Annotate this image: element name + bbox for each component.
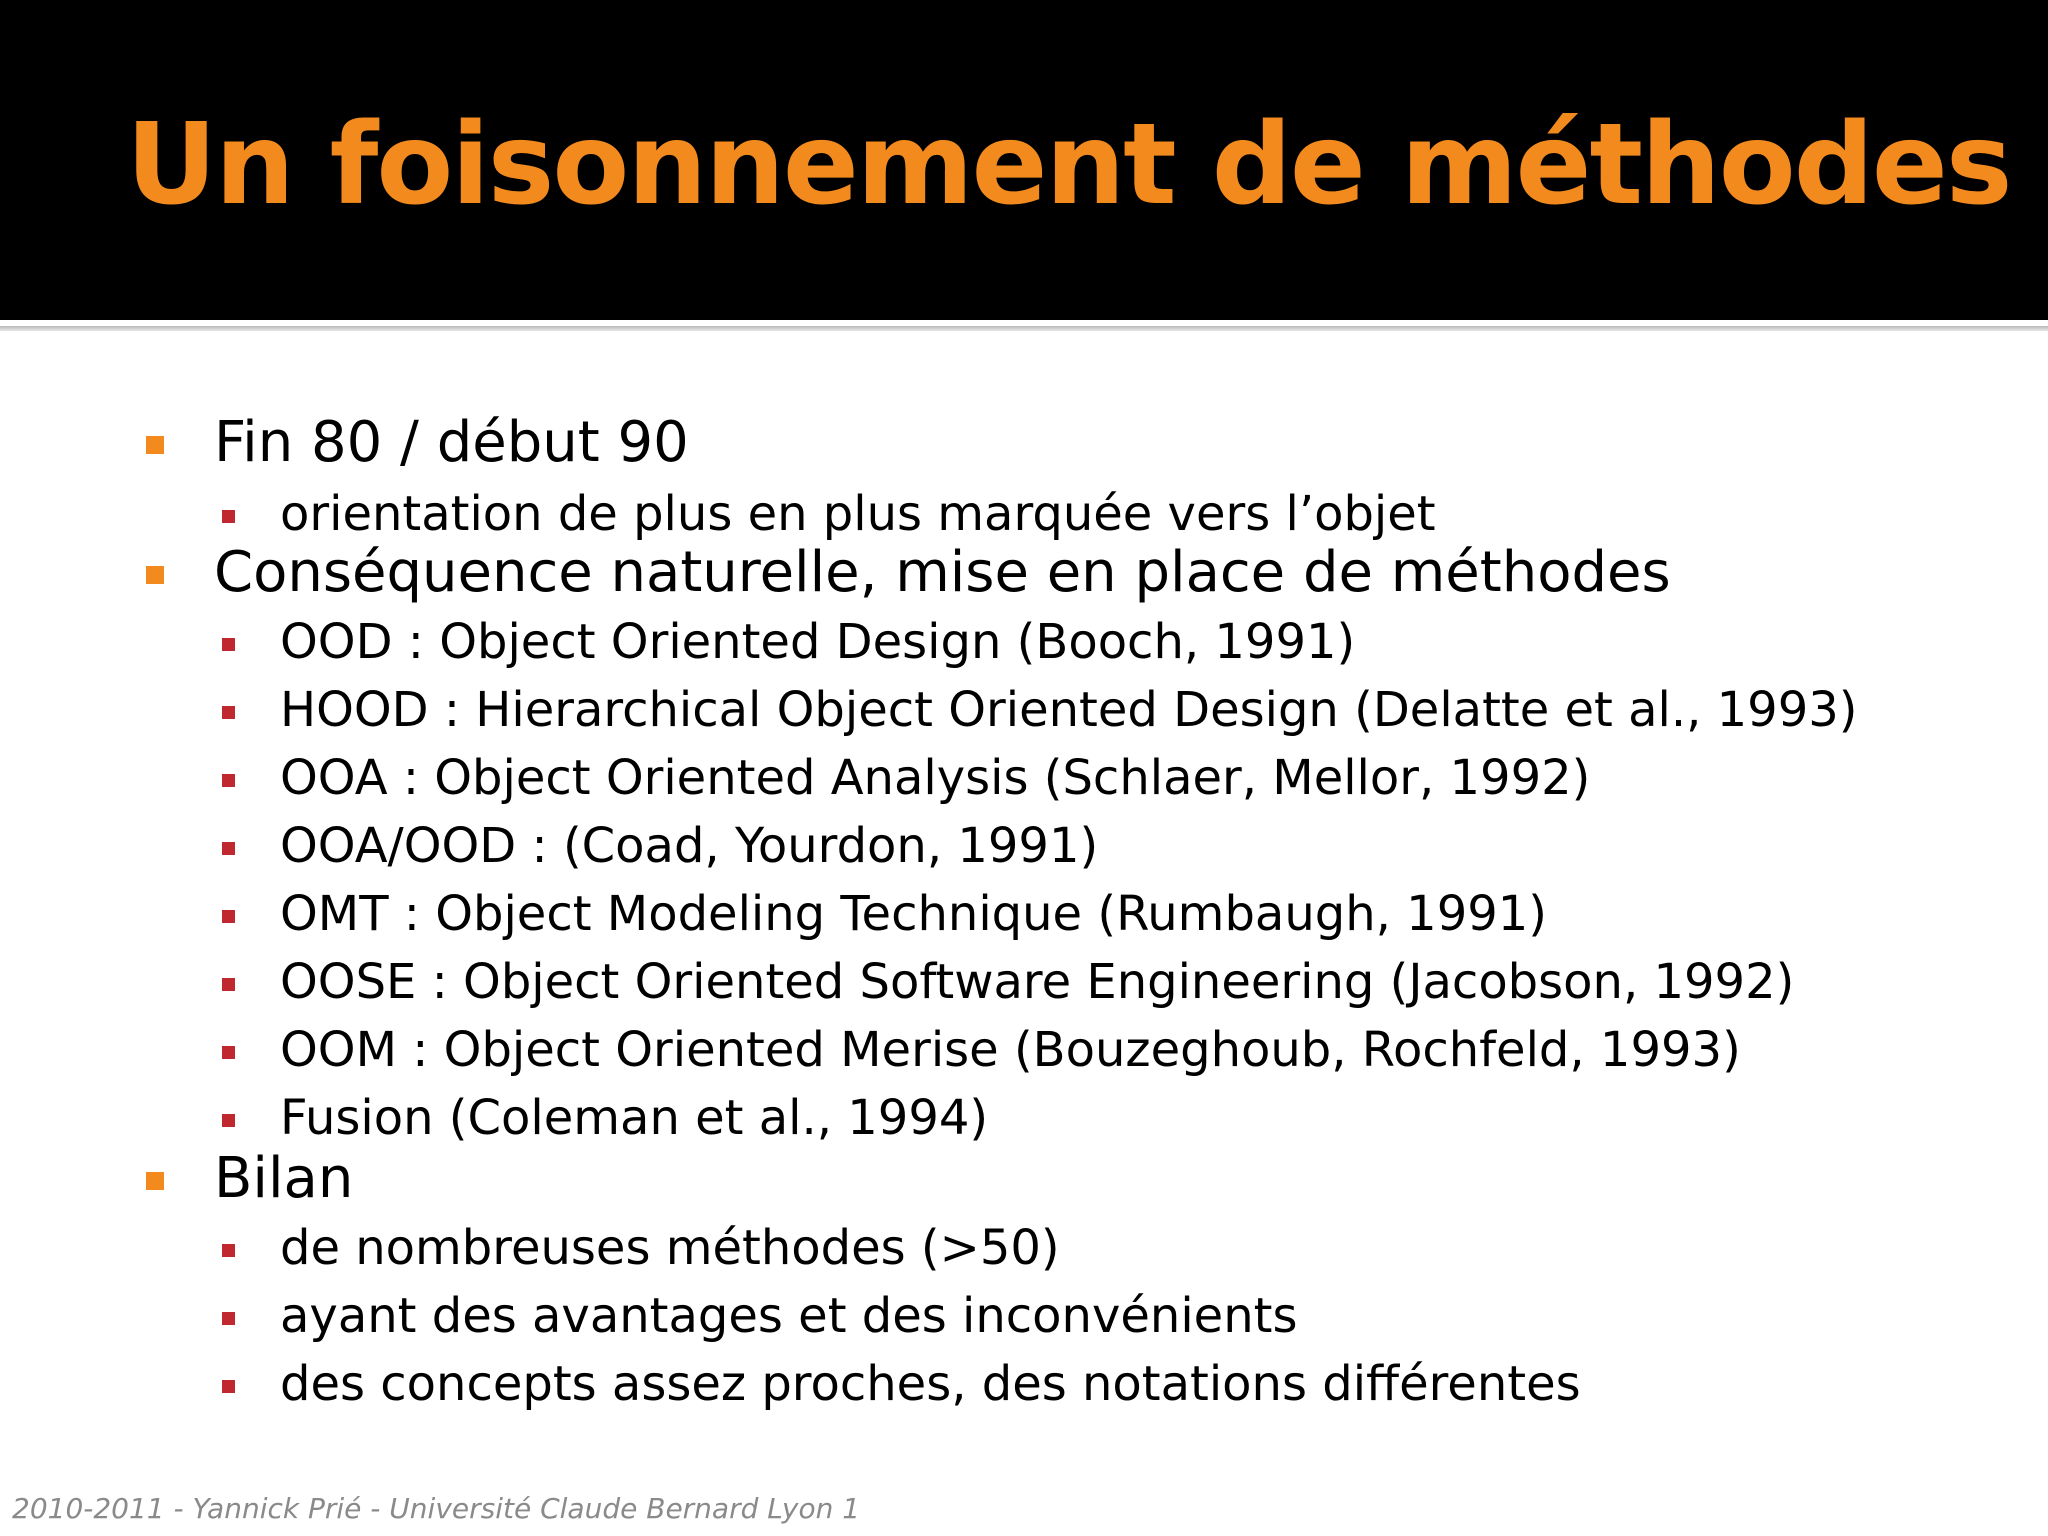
bullet-level2: HOOD : Hierarchical Object Oriented Design (Delatte et al., 1993) [280, 682, 1858, 738]
bullet-level2: OOM : Object Oriented Merise (Bouzeghoub, Rochfeld, 1993) [280, 1022, 1741, 1078]
sub-bullet-square-icon [222, 842, 235, 855]
slide-footer: 2010-2011 - Yannick Prié - Université Claude Bernard Lyon 1 [12, 1492, 861, 1525]
slide-title: Un foisonnement de méthodes [126, 100, 2011, 230]
bullet-level1: Conséquence naturelle, mise en place de méthodes [214, 540, 1671, 605]
bullet-level2: Fusion (Coleman et al., 1994) [280, 1090, 989, 1146]
sub-bullet-square-icon [222, 774, 235, 787]
bullet-level2: OMT : Object Modeling Technique (Rumbaugh, 1991) [280, 886, 1548, 942]
bullet-square-icon [146, 436, 164, 454]
sub-bullet-square-icon [222, 910, 235, 923]
sub-bullet-square-icon [222, 706, 235, 719]
title-bar [0, 0, 2048, 320]
bullet-level2: ayant des avantages et des inconvénients [280, 1288, 1298, 1344]
sub-bullet-square-icon [222, 978, 235, 991]
bullet-square-icon [146, 566, 164, 584]
sub-bullet-square-icon [222, 1380, 235, 1393]
title-divider [0, 326, 2048, 331]
bullet-level2: orientation de plus en plus marquée vers l’objet [280, 486, 1436, 542]
sub-bullet-square-icon [222, 1114, 235, 1127]
bullet-level1: Fin 80 / début 90 [214, 410, 689, 475]
bullet-square-icon [146, 1172, 164, 1190]
sub-bullet-square-icon [222, 1244, 235, 1257]
bullet-level2: de nombreuses méthodes (>50) [280, 1220, 1060, 1276]
sub-bullet-square-icon [222, 510, 235, 523]
bullet-level2: OOSE : Object Oriented Software Engineering (Jacobson, 1992) [280, 954, 1795, 1010]
bullet-level2: des concepts assez proches, des notations différentes [280, 1356, 1581, 1412]
sub-bullet-square-icon [222, 1046, 235, 1059]
sub-bullet-square-icon [222, 1312, 235, 1325]
bullet-level2: OOA/OOD : (Coad, Yourdon, 1991) [280, 818, 1099, 874]
sub-bullet-square-icon [222, 638, 235, 651]
bullet-level2: OOD : Object Oriented Design (Booch, 1991) [280, 614, 1356, 670]
bullet-level2: OOA : Object Oriented Analysis (Schlaer, Mellor, 1992) [280, 750, 1591, 806]
bullet-level1: Bilan [214, 1146, 354, 1211]
